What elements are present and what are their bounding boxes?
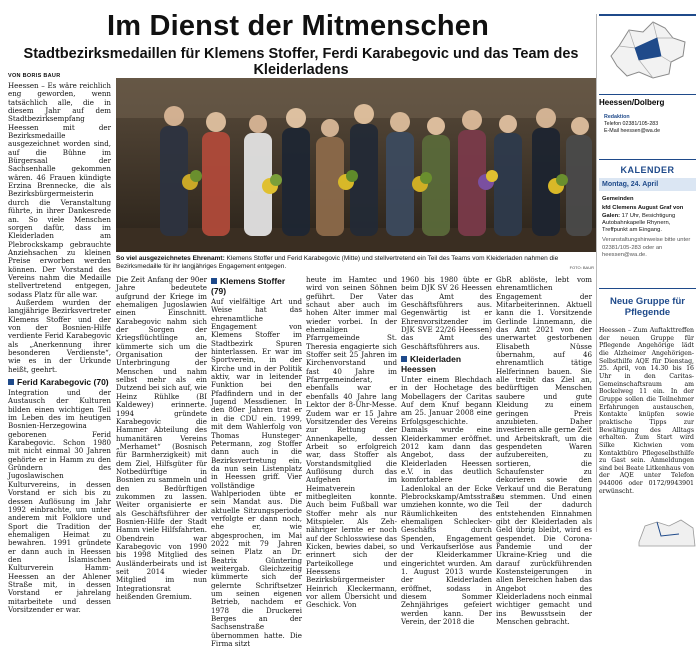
kalender-hinweise: Veranstaltungshinweise bitte unter 02381/105-283 oder an heessen@wa.de. bbox=[602, 237, 691, 259]
article-subheadline: Stadtbezirksmedaillen für Klemens Stoffer, Ferdi Karabegovic und das Team des Kleiderladens bbox=[23, 46, 579, 78]
subheading-kleiderladen: Kleiderladen Heessen bbox=[401, 354, 492, 374]
subheading-ferid: Ferid Karabegovic (70) bbox=[8, 377, 111, 387]
article-headline: Im Dienst der Mitmenschen bbox=[106, 10, 490, 42]
paragraph: 1960 bis 1980 übte er beim DJK SV 26 Heessen das Amt des Geschäftsführers aus. Gegenwärtig ist er Ehrenvorsitzender im DJK SVE 22/26 Heessen) das Amt des Geschäftsführers aus. bbox=[401, 275, 492, 351]
district-map bbox=[599, 14, 696, 90]
paragraph: Heessen – Zum Auftakttreffen der neuen Gruppe für Pflegende Angehörige lädt die Alzheimer Angehörigen-Selbsthilfe AQE für Dienstag, 25. April, von 14.30 bis 16 Uhr in den Caritas-Gemeinschaftsraum am Bockelweg 11 ein. In der Gruppe sollen die Teilnehmer Erfahrungen austauschen, Kontakte knüpfen sowie praktische Tipps zur Bewältigung des Alltags erhalten. Zum Start wird Silke Kichwien vom Kontaktbüro Pflegeselbsthilfe zu Gast sein. Anmeldungen sind bei Beate Litkenhaus von der AQE unter Telefon 944006 oder 0172/9943901 erwünscht. bbox=[599, 327, 694, 495]
divider bbox=[599, 159, 696, 160]
paragraph: GbR ablöste, lebt vom ehrenamtlichen Engagement der Mitarbeiterinnen. Aktuell kann die 1. Vorsitzende Gerlinde Linnemann, die das Amt 2021 von der unerwartet gestorbenen Elisabeth Nüsse übernahm, auf 46 ehrenamtlich tätige Helferinnen bauen. Sie alle treibt das Ziel an, bedürftigen Menschen saubere und gute Kleidung zu einem geringen Preis anzubieten. Daher investieren alle gerne Zeit und Arbeitskraft, um die gespendeten Waren aufzubereiten, zu sortieren, die Schaufenster zu dekorieren sowie den Verkauf und die Beratung zu stemmen. Und einen Teil der dadurch entstehenden Einnahmen gibt der Kleiderladen als Geld übrig bleibt, wird es gespendet. Die Corona-Pandemie und der Ukraine-Krieg und die darauf zurückführenden Kostensteigerungen in allen Bereichen haben das Angebot des Kleiderladens noch einmal wichtiger gemacht und ins Bewusstsein der Menschen gebracht. bbox=[496, 275, 592, 627]
article-column-3 bbox=[211, 276, 302, 648]
sidebar bbox=[599, 14, 696, 535]
byline: VON BORIS BAUR bbox=[8, 73, 61, 79]
side-article-headline: Neue Gruppe für Pflegende bbox=[610, 296, 685, 318]
map-icon bbox=[599, 512, 696, 549]
corner-map bbox=[599, 512, 696, 549]
section-location: Heessen/Dolberg bbox=[599, 98, 665, 107]
kalender-body bbox=[602, 196, 694, 259]
intro-paragraph: Heessen – Es wäre reichlich eng geworden, wenn tatsächlich alle, die in diesem Jahr auf dem Stadtbezirksempfang Heessen mit der Bezirksmedaille ausgezeichnet worden sind, auf die Bühne im Bürgersaal der Sachsenhalle gekommen wären. 46 Frauen kündigte Erzina Brennecke, die als Bezirksbürgermeisterin durch die Veranstaltung führte, in ihrer Dankesrede an. So viele Menschen sorgen dafür, dass im Kleiderladen am Plebrockskamp gebrauchte Anziehsachen zu kleinen Preise erworben werden können. Der Vorstand des Vereins nahm die Medaille stellvertretend entgegen, sodass Platz für alle war. bbox=[8, 81, 111, 299]
divider bbox=[599, 94, 696, 95]
entry-text: 17 Uhr, Besichtigung Autobahnkapelle Rhynern, Treffpunkt am Eingang. bbox=[602, 212, 676, 234]
paragraph: Unter einem Blechdach in der Hochetage des Mobellagers der Caritas Auf dem Knuf begann am 25. Januar 2008 eine Erfolgsgeschichte. Damals wurde eine Kleiderkammer eröffnet. 2012 kam dann das Angebot, dass der Kleiderladen Heessen e.V. in das deutlich komfortablere Ladenlokal an der Ecke Plebrockskamp/Amtsstraße umziehen konnte, wo die Räumlichkeiten des ehemaligen Schlecker-Geschäfts durch Spenden, Engagement und Verkaufserlöse aus der Kleiderkammer eingerichtet wurden. Am 1. August 2013 wurde der Kleiderladen eröffnet, sodass in diesem Sommer Zehnjähriges gefeiert werden kann. Der Verein, der 2018 die bbox=[401, 375, 500, 627]
entry-title: kfd Clemens August Graf von Galen: bbox=[602, 205, 684, 219]
subheading-klemens: Klemens Stoffer (79) bbox=[211, 276, 302, 296]
paragraph: Außerdem wurden der langjährige Bezirksvertreter Klemens Stoffer und der von der Bosnien-Hilfe verdiente Ferid Karabegovic als „Anerkennung ihrer besonderen Verdienste“, wie es in der Urkunde heißt, geehrt. bbox=[8, 297, 111, 374]
gemeinden-label: Gemeinden bbox=[602, 196, 634, 202]
kalender-title: KALENDER bbox=[620, 165, 675, 175]
redaktion-phone: Telefon 02381/105-283 bbox=[604, 121, 659, 127]
article-photo bbox=[116, 78, 596, 252]
group-photo-illustration bbox=[116, 78, 596, 252]
caption-text: Klemens Stoffer und Ferid Karabegovic (Mitte) und stellvertretend ein Teil des Teams vom Kleiderladen nahmen die Bezirksmedaille für ihr langjähriges Engagement entgegen. bbox=[116, 255, 559, 270]
map-icon bbox=[599, 16, 696, 88]
article-column-2 bbox=[116, 275, 207, 602]
redaktion-label: Redaktion bbox=[604, 114, 630, 120]
article-column-5 bbox=[401, 275, 500, 627]
caption-lead: So viel ausgezeichnetes Ehrenamt: bbox=[116, 255, 225, 262]
article-column-4 bbox=[306, 275, 397, 610]
paragraph: Die Zeit Anfang der 90er Jahre bedeutete aufgrund der Kriege im ehemaligen Jugoslawien einen Einschnitt. Karabegovic nahm sich der Sorgen der Kriegsflüchtlinge an, kümmerte sich um die Organisation der Unterbringung der Menschen und nahm selbst mehr als ein Dutzend bei sich auf, wie Heinz Rühlke (BI Kaldewey) erinnerte. 1994 gründete Karabegovic die Hammer Abteilung des humanitären Vereins „Merhamet“ (Bosnisch für Barmherzigkeit) mit dem Ziel, Hilfsgüter für Notbedürftige in Bosnien zu sammeln und den Bedürftigen zukommen zu lassen. Weiter organisierte er als Geschäftsführer der Bosnien-Hilfe der Stadt Hamm viele Hilfsfahrten. Obendrein war Karabegovic von 1990 bis 1998 Mitglied des Ausländerbeirats und ist seit 2014 wieder Mitglied im nun Integrationsrat heißenden Gremium. bbox=[116, 275, 207, 602]
kalender-date: Montag, 24. April bbox=[599, 178, 696, 191]
paragraph: Auf vielfältige Art und Weise hat das ehrenamtliche Engagement von Klemens Stoffer im Stadtbezirk Spuren hinterlassen. Er war im Sportverein, in der Kirche und in der Politik aktiv, war in leitender Funktion bei den Pfadfindern und in der Jugend Messdiener. In den 80er Jahren trat er in die CDU ein. 1999, mit dem Wahlerfolg von Thomas Hunsteger-Petermann, zog Stoffer dann auch in die Bezirksvertretung ein, da nun sein Listenplatz in Heessen griff. Vier vollständige Wahlperioden übte er sein Mandat aus. Die aktuelle Sitzungsperiode verfolgte er dann noch, ehe er, wie abgesprochen, im Mai 2022 mit 79 Jahren seinen Platz an Dr. Beatrix Güntering weitergab. Gleichzeitig kümmerte sich der gelernte Schriftsetzer um seinen eigenen Betrieb, nachdem er 1978 die Druckerei Berges an der Sachsenstraße übernommen hatte. Die Firma sitzt bbox=[211, 297, 302, 648]
article-column-1 bbox=[8, 81, 111, 614]
redaktion-info bbox=[604, 114, 660, 135]
column-divider bbox=[596, 14, 597, 532]
article-column-6 bbox=[496, 275, 592, 627]
kalender-entry bbox=[602, 205, 694, 234]
photo-credit: FOTO: BAUR bbox=[569, 265, 594, 270]
divider bbox=[599, 288, 696, 289]
paragraph: Integration und der Austausch der Kulturen bilden einen wichtigen Teil im Leben des im heutigen Bosnien-Herzegowina geborenen Ferid Karabegovic. Schon 1980 mit nicht einmal 30 Jahren gehörte er in Hamm zu den Gründern des Jugoslawischen Kulturvereins, in dessen Vorstand er sich bis zu dessen Auflösung im Jahr 1992 einbrachte, um unter anderem mit Folklore und Sport die Tradition der ehemaligen Heimat zu bewahren. 1991 gründete er dann auch in Heessen den Islamischen Kulturverein Hamm-Heessen an der Ahlener Straße mit, in dessen Vorstand er jahrelang mitarbeitete und dessen Vorsitzender er war. bbox=[8, 388, 111, 614]
photo-caption bbox=[116, 255, 596, 271]
redaktion-email: E-Mail heessen@wa.de bbox=[604, 128, 661, 134]
paragraph: heute im Hamtec und wird von seinen Söhnen geführt. Der Vater schaut aber auch im hohen Alter immer mal wieder vorbei. In der ehemaligen Pfarrgemeinde St. Theresia engagierte sich Stoffer seit 25 Jahren im Kirchenvorstand und fast 40 Jahre im Pfarrgemeinderat, ebenfalls war er ebenfalls 40 Jahre lang Lektor der 8-Uhr-Messe. Zudem war er 15 Jahre Vorsitzender des Vereins zur Rettung der Annenkapelle, dessen Arbeit so erfolgreich war, dass Stoffer als Vorstandsmitglied die Auflösung durch das Aufgehen im Heimatverein mitbegleiten konnte. Auch beim Fußball war Stoffer mehr als nur Mitspieler. Als Zehnähriger lernte er noch auf der Schlosswiese das Kicken, bewies dabei, so erinnert sich der Parteikollege und Heessens Bezirksbürgermeister Heinrich Kleckermann, vor allem Übersicht und Geschick. Von bbox=[306, 275, 397, 610]
side-article-text bbox=[599, 327, 694, 527]
